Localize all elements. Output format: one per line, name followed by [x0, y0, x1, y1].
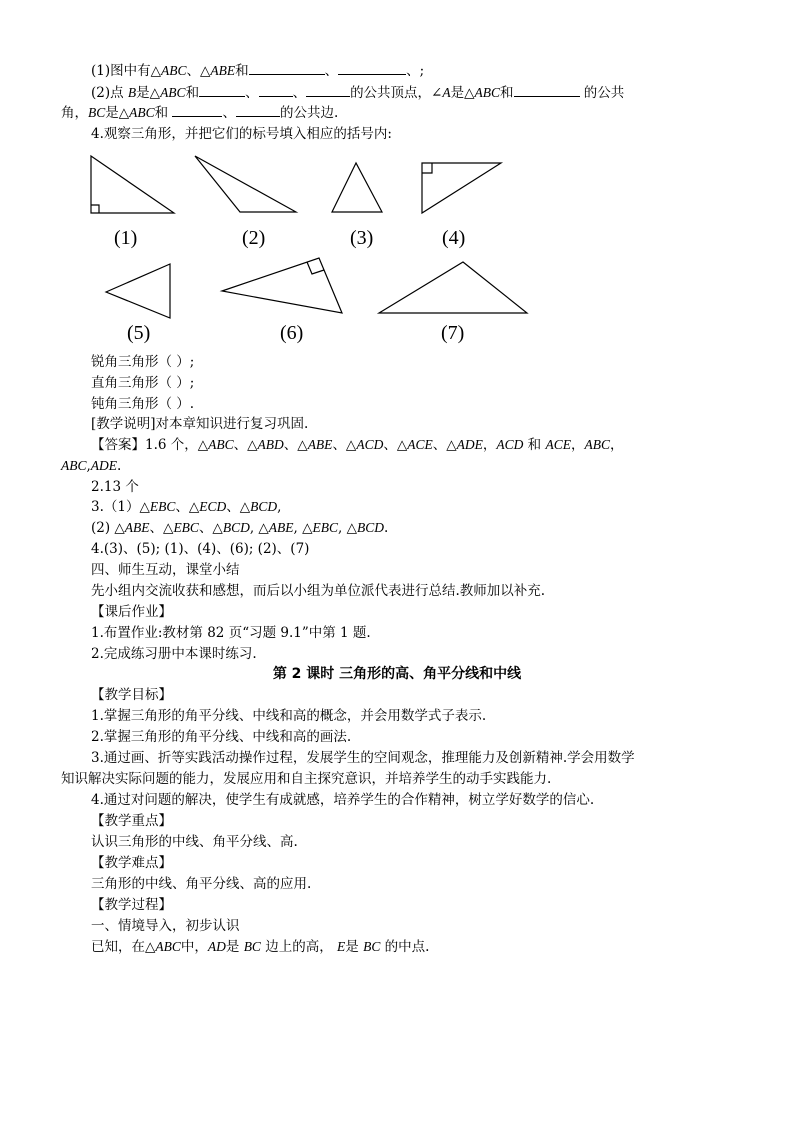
var: ACE: [407, 437, 433, 452]
text: (1)图中有△: [91, 63, 162, 79]
section-4-heading: 四、师生互动，课堂小结: [91, 562, 240, 578]
text: 、△: [226, 499, 251, 515]
triangle-label: (2): [242, 227, 266, 249]
var: A: [442, 85, 451, 100]
triangle-label: (7): [441, 322, 465, 344]
var: ABE: [307, 437, 333, 452]
triangle-7: [379, 262, 527, 313]
text: 、△: [186, 63, 211, 79]
text: 、△: [149, 520, 174, 536]
key-points-text: 认识三角形的中线、角平分线、高.: [91, 834, 298, 850]
var: ABC: [474, 85, 501, 100]
lesson-2-title: 第 2 课时 三角形的高、角平分线和中线: [272, 666, 522, 682]
var: ABE: [124, 520, 150, 535]
triangle-5: [106, 264, 170, 318]
var: ECD: [199, 499, 227, 514]
var: ABC: [208, 437, 234, 452]
var: EBC: [149, 499, 176, 514]
goal-3-cont: 知识解决实际问题的能力，发展应用和自主探究意识，并培养学生的动手实践能力.: [61, 771, 552, 787]
text: 是: [345, 939, 364, 955]
right-angle-mark: [422, 163, 432, 173]
q4-title: 4.观察三角形，并把它们的标号填入相应的括号内:: [91, 126, 392, 142]
answer-1-cont: [61, 457, 121, 475]
text: (2) △: [91, 520, 125, 536]
text: 是△: [105, 105, 130, 121]
text: ，: [609, 437, 624, 453]
text: 、: [292, 85, 307, 101]
answer-3-2: [91, 519, 388, 537]
text: 和: [500, 85, 514, 101]
text: 角，: [61, 105, 88, 121]
var: BCD: [222, 520, 250, 535]
var: ABE: [210, 63, 236, 78]
section-1-heading: 一、情境导入，初步认识: [91, 918, 240, 934]
triangle-6: [222, 258, 342, 313]
answer-3-1: [91, 498, 281, 516]
text: .: [117, 458, 122, 474]
triangle-3: [332, 163, 382, 212]
var: EBC: [173, 520, 199, 535]
var: ABC: [129, 105, 155, 120]
text: 和: [523, 437, 546, 453]
homework-1: 1.布置作业:教材第 82 页“习题 9.1”中第 1 题.: [91, 625, 371, 641]
var: ADE: [456, 437, 483, 452]
homework-2: 2.完成练习册中本课时练习.: [91, 646, 257, 662]
text: 、: [324, 63, 339, 79]
var: BC: [363, 939, 381, 954]
goal-4: 4.通过对问题的解决，使学生有成就感，培养学生的合作精神，树立学好数学的信心.: [91, 792, 595, 808]
var: ABC: [160, 85, 186, 100]
text: 是: [225, 939, 244, 955]
triangle-figures: [0, 0, 794, 360]
answer-2: 2.13 个: [91, 479, 139, 495]
text: 、△: [198, 520, 223, 536]
text: 、△: [233, 437, 258, 453]
var: BCD: [250, 499, 278, 514]
var: ABC: [161, 63, 187, 78]
triangle-4: [422, 163, 501, 213]
text: 【答案】1.6 个，△: [91, 437, 209, 453]
var: ABC: [155, 939, 181, 954]
goal-2: 2.掌握三角形的角平分线、中线和高的画法.: [91, 729, 352, 745]
text: 、: [222, 105, 236, 121]
var: EBC: [312, 520, 339, 535]
var: BC: [243, 939, 261, 954]
text: 、△: [175, 499, 200, 515]
given-statement: [91, 938, 429, 956]
triangle-label: (3): [350, 227, 374, 249]
text: ，: [482, 437, 497, 453]
text: 和: [185, 85, 200, 101]
var: ABD: [257, 437, 284, 452]
text: 的中点.: [380, 939, 430, 955]
text: (2)点: [91, 85, 128, 101]
text: 、;: [406, 63, 425, 79]
text: 、: [245, 85, 259, 101]
text: 边上的高，: [260, 939, 338, 955]
text: , △: [338, 520, 357, 536]
text: 、△: [332, 437, 357, 453]
var: ACD: [356, 437, 384, 452]
text: 的公共顶点，∠: [350, 85, 443, 101]
acute-answer[interactable]: 锐角三角形（ ）;: [91, 354, 195, 370]
text: 、△: [432, 437, 457, 453]
text: 、△: [383, 437, 408, 453]
text: 已知，在△: [91, 939, 156, 955]
section-4-text: 先小组内交流收获和感想，而后以小组为单位派代表进行总结.教师加以补充.: [91, 583, 546, 599]
var: BC: [88, 105, 106, 120]
triangle-label: (1): [114, 227, 138, 249]
text: 3.（1）△: [91, 499, 150, 515]
text: 和: [235, 63, 249, 79]
difficulties-title: 【教学难点】: [91, 855, 172, 871]
var: E: [337, 939, 346, 954]
var: ABE: [268, 520, 294, 535]
var: ABC: [584, 437, 610, 452]
goals-title: 【教学目标】: [91, 687, 172, 703]
triangle-label: (5): [127, 322, 151, 344]
triangle-label: (4): [442, 227, 466, 249]
var: AD: [207, 939, 226, 954]
text: 、△: [283, 437, 308, 453]
triangle-2: [195, 156, 296, 212]
key-points-title: 【教学重点】: [91, 813, 172, 829]
right-answer[interactable]: 直角三角形（ ）;: [91, 375, 195, 391]
right-angle-mark: [91, 205, 99, 213]
var: ABC: [61, 458, 87, 473]
answer-4: 4.(3)、(5); (1)、(4)、(6); (2)、(7): [91, 541, 310, 557]
goal-1: 1.掌握三角形的角平分线、中线和高的概念，并会用数学式子表示.: [91, 708, 487, 724]
var: ACE: [545, 437, 571, 452]
text: ,: [86, 458, 91, 474]
text: .: [383, 520, 389, 536]
text: , △: [249, 520, 269, 536]
difficulties-text: 三角形的中线、角平分线、高的应用.: [91, 876, 312, 892]
text: 中，: [180, 939, 208, 955]
teaching-note: [教学说明]对本章知识进行复习巩固.: [91, 416, 309, 432]
text: 的公共边.: [279, 105, 339, 121]
text: ，: [570, 437, 585, 453]
var: BCD: [356, 520, 384, 535]
answer-1: [91, 436, 623, 454]
var: ADE: [90, 458, 118, 473]
goal-3: 3.通过画、折等实践活动操作过程，发展学生的空间观念，推理能力及创新精神.学会用数学: [91, 750, 635, 766]
homework-title: 【课后作业】: [91, 604, 172, 620]
process-title: 【教学过程】: [91, 897, 172, 913]
var: ACD: [496, 437, 524, 452]
text: , △: [293, 520, 313, 536]
text: 和: [154, 105, 173, 121]
obtuse-answer[interactable]: 钝角三角形（ ）.: [91, 396, 195, 412]
triangle-1: [91, 156, 174, 213]
var: B: [127, 85, 137, 100]
text: 是△: [136, 85, 161, 101]
text: 的公共: [579, 85, 625, 101]
text: 是△: [450, 85, 475, 101]
triangle-label: (6): [280, 322, 304, 344]
text: ,: [277, 499, 282, 515]
